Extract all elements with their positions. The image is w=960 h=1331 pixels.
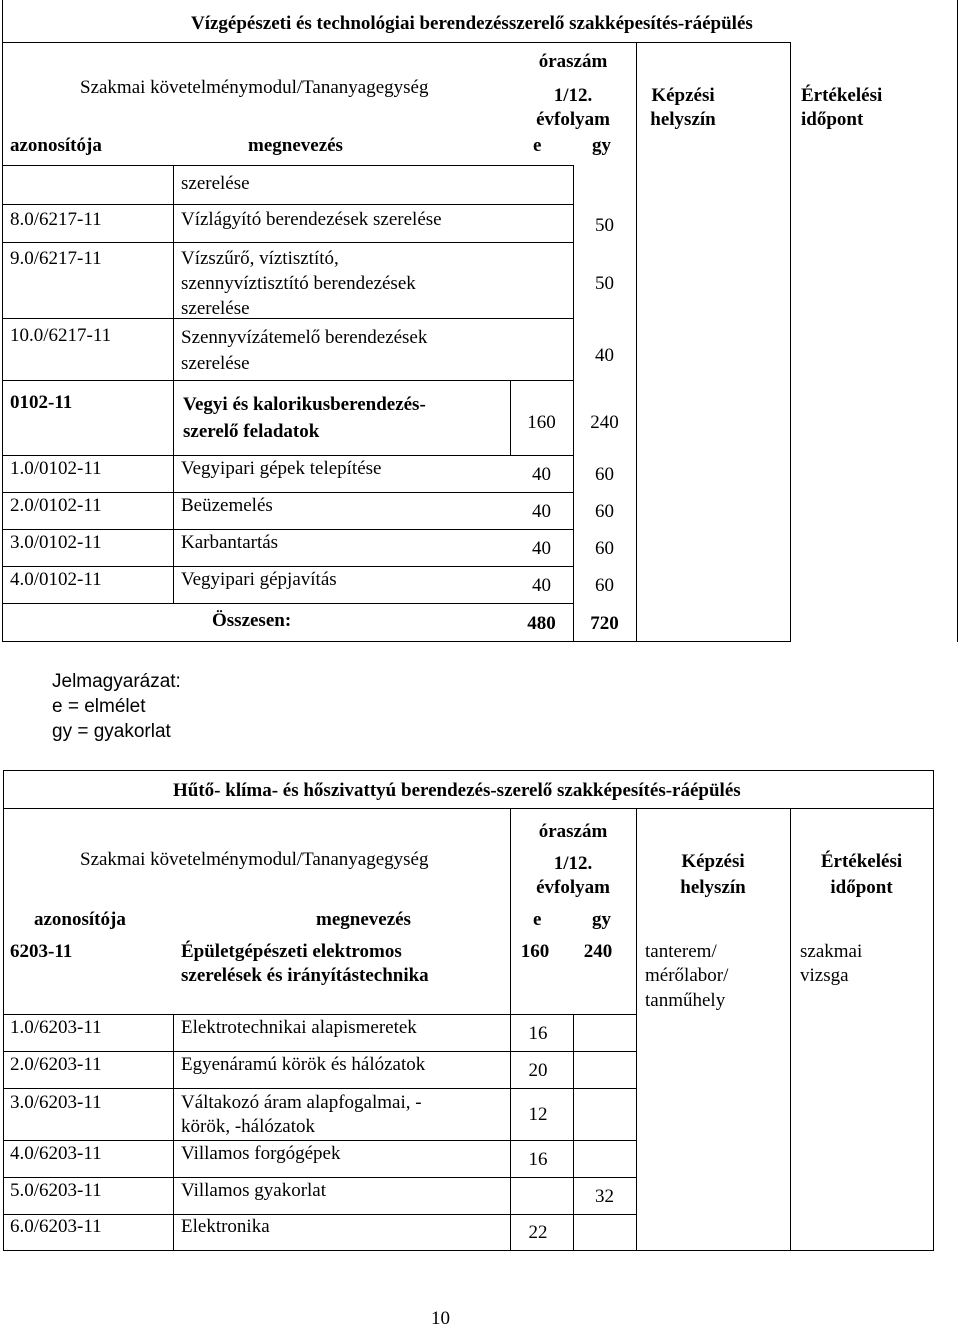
table-1-title: Vízgépészeti és technológiai berendezésszerelő szakképesítés-ráépülés	[191, 13, 753, 34]
table-row-id: 8.0/6217-11	[10, 209, 102, 230]
table-row-name: Elektrotechnikai alapismeretek	[181, 1017, 417, 1038]
table-row-gy: 60	[595, 575, 614, 596]
header-id: azonosítója	[10, 135, 102, 156]
header-module: Szakmai követelménymodul/Tananyagegység	[80, 849, 429, 870]
table-row-name: Váltakozó áram alapfogalmai, -	[181, 1092, 422, 1113]
table-row-name: Vegyipari gépek telepítése	[181, 458, 382, 479]
table-row-gy: 60	[595, 538, 614, 559]
table-row-id: 3.0/6203-11	[10, 1092, 102, 1113]
header-eval-2: időpont	[801, 109, 864, 130]
header-grade-2: évfolyam	[536, 877, 610, 898]
table-row-name: Elektronika	[181, 1216, 270, 1237]
table-row-id: 5.0/6203-11	[10, 1180, 102, 1201]
header-hours: óraszám	[538, 821, 608, 842]
header-gy: gy	[592, 135, 611, 156]
header-grade-1: 1/12.	[553, 85, 593, 106]
module-name-2: szerelések és irányítástechnika	[181, 965, 429, 986]
header-name: megnevezés	[316, 909, 411, 930]
module-name: Vegyi és kalorikusberendezés-	[183, 394, 426, 415]
table-row-id: 4.0/6203-11	[10, 1143, 102, 1164]
table-row-e: 40	[532, 501, 551, 522]
table-row-name: Villamos forgógépek	[181, 1143, 341, 1164]
table-row-gy: 40	[595, 345, 614, 366]
header-grade-2: évfolyam	[536, 109, 610, 130]
table-row-name-2: szennyvíztisztító berendezések	[181, 273, 416, 294]
table-row-name: Karbantartás	[181, 532, 279, 553]
training-place-3: tanműhely	[645, 990, 726, 1011]
table-2-title: Hűtő- klíma- és hőszivattyú berendezés-szerelő szakképesítés-ráépülés	[173, 780, 741, 801]
table-row-id: 10.0/6217-11	[10, 325, 112, 346]
table-row-name: Vízszűrő, víztisztító,	[181, 248, 339, 269]
table-row-gy: 50	[595, 273, 614, 294]
header-place-2: helyszín	[680, 877, 746, 898]
header-place-1: Képzési	[681, 851, 745, 872]
header-hours: óraszám	[538, 51, 608, 72]
table-row-e: 22	[528, 1222, 548, 1243]
module-id: 6203-11	[10, 941, 73, 962]
header-place-1: Képzési	[651, 85, 715, 106]
table-row-id: 2.0/0102-11	[10, 495, 102, 516]
module-gy: 240	[590, 412, 619, 433]
total-gy: 720	[590, 613, 619, 634]
evaluation-time-2: vizsga	[800, 965, 849, 986]
total-e: 480	[527, 613, 556, 634]
table-row-name: Beüzemelés	[181, 495, 273, 516]
table-row-e: 12	[528, 1104, 548, 1125]
table-row-e: 20	[528, 1060, 548, 1081]
header-eval-1: Értékelési	[820, 851, 903, 872]
table-row-gy: 60	[595, 464, 614, 485]
table-row-e: 40	[532, 464, 551, 485]
table-row-name-3: szerelése	[181, 298, 250, 319]
training-place-2: mérőlabor/	[645, 965, 729, 986]
table-row-e: 16	[528, 1149, 548, 1170]
module-name: Épületgépészeti elektromos	[181, 941, 402, 962]
table-row-name: Vegyipari gépjavítás	[181, 569, 337, 590]
table-row-id: 4.0/0102-11	[10, 569, 102, 590]
table-row-id: 6.0/6203-11	[10, 1216, 102, 1237]
module-name-2: szerelő feladatok	[183, 421, 320, 442]
legend-title: Jelmagyarázat:	[52, 671, 181, 692]
table-row-id: 1.0/0102-11	[10, 458, 102, 479]
table-row-name-2: szerelése	[181, 353, 250, 374]
table-row-id: 1.0/6203-11	[10, 1017, 102, 1038]
legend-e: e = elmélet	[52, 696, 146, 717]
module-id: 0102-11	[10, 392, 73, 413]
table-row-name: Vízlágyító berendezések szerelése	[181, 209, 442, 230]
header-grade-1: 1/12.	[553, 853, 593, 874]
table-row-e: 40	[532, 538, 551, 559]
header-name: megnevezés	[248, 135, 343, 156]
table-row-id: 2.0/6203-11	[10, 1054, 102, 1075]
total-label: Összesen:	[212, 610, 292, 631]
table-row-e: 40	[532, 575, 551, 596]
table-row-gy: 32	[595, 1186, 614, 1207]
table-row-name-2: körök, -hálózatok	[181, 1116, 316, 1137]
table-row-id: 3.0/0102-11	[10, 532, 102, 553]
table-row-name: Egyenáramú körök és hálózatok	[181, 1054, 426, 1075]
module-gy: 240	[583, 941, 613, 962]
module-e: 160	[520, 941, 550, 962]
header-eval-2: időpont	[830, 877, 893, 898]
continuation-text: szerelése	[181, 173, 250, 194]
header-e: e	[533, 135, 542, 156]
training-place-1: tanterem/	[645, 941, 717, 962]
table-row-gy: 50	[595, 215, 614, 236]
legend-gy: gy = gyakorlat	[52, 721, 171, 742]
table-row-id: 9.0/6217-11	[10, 248, 102, 269]
header-id: azonosítója	[34, 909, 126, 930]
table-row-gy: 60	[595, 501, 614, 522]
table-row-name: Villamos gyakorlat	[181, 1180, 327, 1201]
table-row-name: Szennyvízátemelő berendezések	[181, 327, 428, 348]
module-e: 160	[527, 412, 556, 433]
header-module: Szakmai követelménymodul/Tananyagegység	[80, 77, 429, 98]
header-eval-1: Értékelési	[801, 85, 883, 106]
header-place-2: helyszín	[650, 109, 716, 130]
header-e: e	[533, 909, 542, 930]
page-number: 10	[431, 1308, 450, 1329]
evaluation-time-1: szakmai	[800, 941, 863, 962]
header-gy: gy	[592, 909, 611, 930]
table-row-e: 16	[528, 1023, 548, 1044]
